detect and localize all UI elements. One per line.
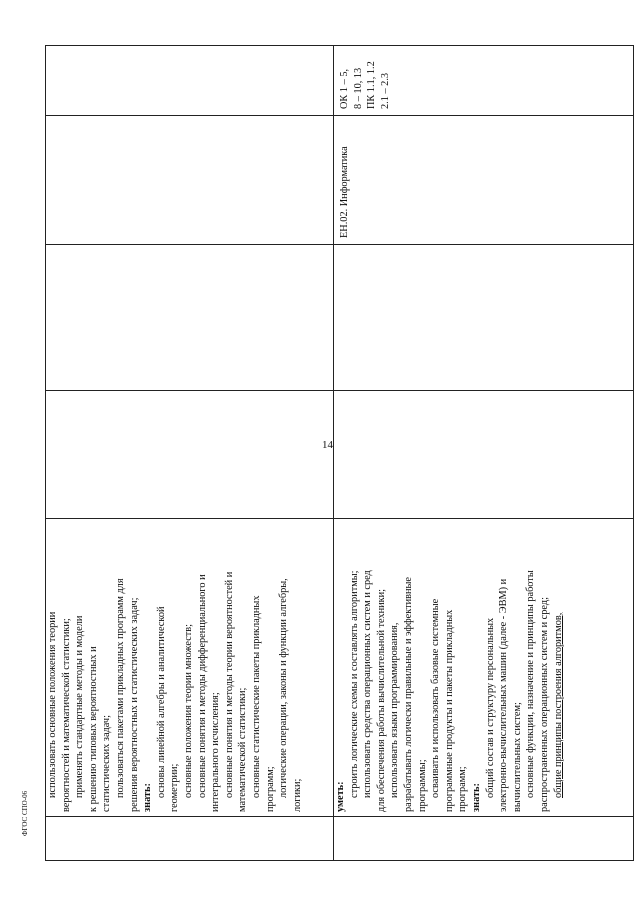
text-line: интегрального исчисления; bbox=[210, 692, 222, 812]
text-line: использовать языки программирования, bbox=[389, 622, 401, 798]
text-line: использовать основные положения теории bbox=[47, 611, 58, 798]
discipline-cell bbox=[334, 116, 634, 245]
discipline-cell bbox=[46, 116, 334, 245]
text-line: основные понятия и методы дифференциального и bbox=[196, 574, 208, 798]
knowledge-cell bbox=[46, 519, 334, 817]
text-line: общий состав и структуру персональных bbox=[484, 617, 496, 798]
text-line: общие принципы построения алгоритмов, bbox=[552, 612, 564, 798]
text-line: математической статистики; bbox=[237, 687, 249, 812]
text-line: программы; bbox=[416, 759, 428, 812]
text-line: к решению типовых вероятностных и bbox=[87, 646, 99, 812]
hours-class-cell bbox=[46, 245, 334, 391]
text-line: для обеспечения работы вычислительной техники; bbox=[375, 588, 387, 812]
footer-code: ФГОС СПО-06 bbox=[21, 790, 29, 836]
text-line: программ; bbox=[457, 766, 469, 812]
index-cell bbox=[334, 817, 634, 861]
knowledge-text bbox=[46, 519, 304, 816]
hours-max-cell bbox=[334, 391, 634, 519]
hours-max-cell bbox=[46, 391, 334, 519]
text-line: логические операции, законы и функции алгебры, bbox=[278, 578, 290, 798]
text-line: знать: bbox=[142, 783, 154, 812]
text-line: геометрии; bbox=[169, 763, 181, 812]
text-line: электронно-вычислительных машин (далее - ЭВМ) и bbox=[498, 578, 510, 812]
text-line: статистических задач; bbox=[101, 715, 113, 812]
table-row bbox=[334, 46, 634, 861]
hours-class-cell bbox=[334, 245, 634, 391]
text-line: использовать средства операционных систем и сред bbox=[362, 570, 374, 798]
curriculum-table bbox=[45, 46, 633, 861]
text-line: осваивать и использовать базовые системные bbox=[430, 598, 442, 798]
text-line: основные статистические пакеты прикладных bbox=[250, 595, 262, 798]
text-line: пользоваться пакетами прикладных программ для bbox=[114, 578, 126, 798]
table-row bbox=[46, 46, 334, 861]
text-line: 8 – 10, 13 bbox=[352, 67, 364, 109]
competencies-cell bbox=[334, 46, 634, 116]
text-line: вычислительных систем; bbox=[511, 702, 523, 812]
page-number: 14 bbox=[322, 439, 333, 451]
text-line: ПК 1.1, 1.2 bbox=[366, 61, 378, 109]
text-line: знать: bbox=[470, 783, 482, 812]
text-line: 2.1 – 2.3 bbox=[379, 72, 391, 109]
competencies-list bbox=[334, 46, 392, 115]
index-cell bbox=[46, 817, 334, 861]
text-line: основы линейной алгебры и аналитической bbox=[155, 606, 167, 798]
knowledge-cell bbox=[334, 519, 634, 817]
competencies-cell bbox=[46, 46, 334, 116]
text-line: разрабатывать логически правильные и эффективные bbox=[402, 577, 414, 812]
text-line: уметь: bbox=[335, 781, 346, 812]
text-line: применять стандартные методы и модели bbox=[74, 615, 86, 798]
text-line: распространенных операционных систем и сред; bbox=[538, 597, 550, 812]
text-line: вероятностей и математической статистики; bbox=[60, 618, 72, 812]
text-line: основные понятия и методы теории вероятностей и bbox=[223, 571, 235, 798]
text-line: строить логические схемы и составлять алгоритмы; bbox=[348, 570, 360, 798]
text-line: логики; bbox=[291, 778, 303, 812]
knowledge-text bbox=[334, 519, 565, 816]
text-line: основные положения теории множеств; bbox=[182, 624, 194, 798]
text-line: основные функции, назначение и принципы работы bbox=[525, 570, 537, 798]
text-line: программ; bbox=[264, 766, 276, 812]
discipline-name: ЕН.02. Информатика bbox=[339, 146, 350, 238]
text-line: программные продукты и пакеты прикладных bbox=[443, 609, 455, 812]
text-line: решения вероятностных и статистических задач; bbox=[128, 597, 140, 812]
text-line: ОК 1 – 5, bbox=[339, 68, 350, 109]
